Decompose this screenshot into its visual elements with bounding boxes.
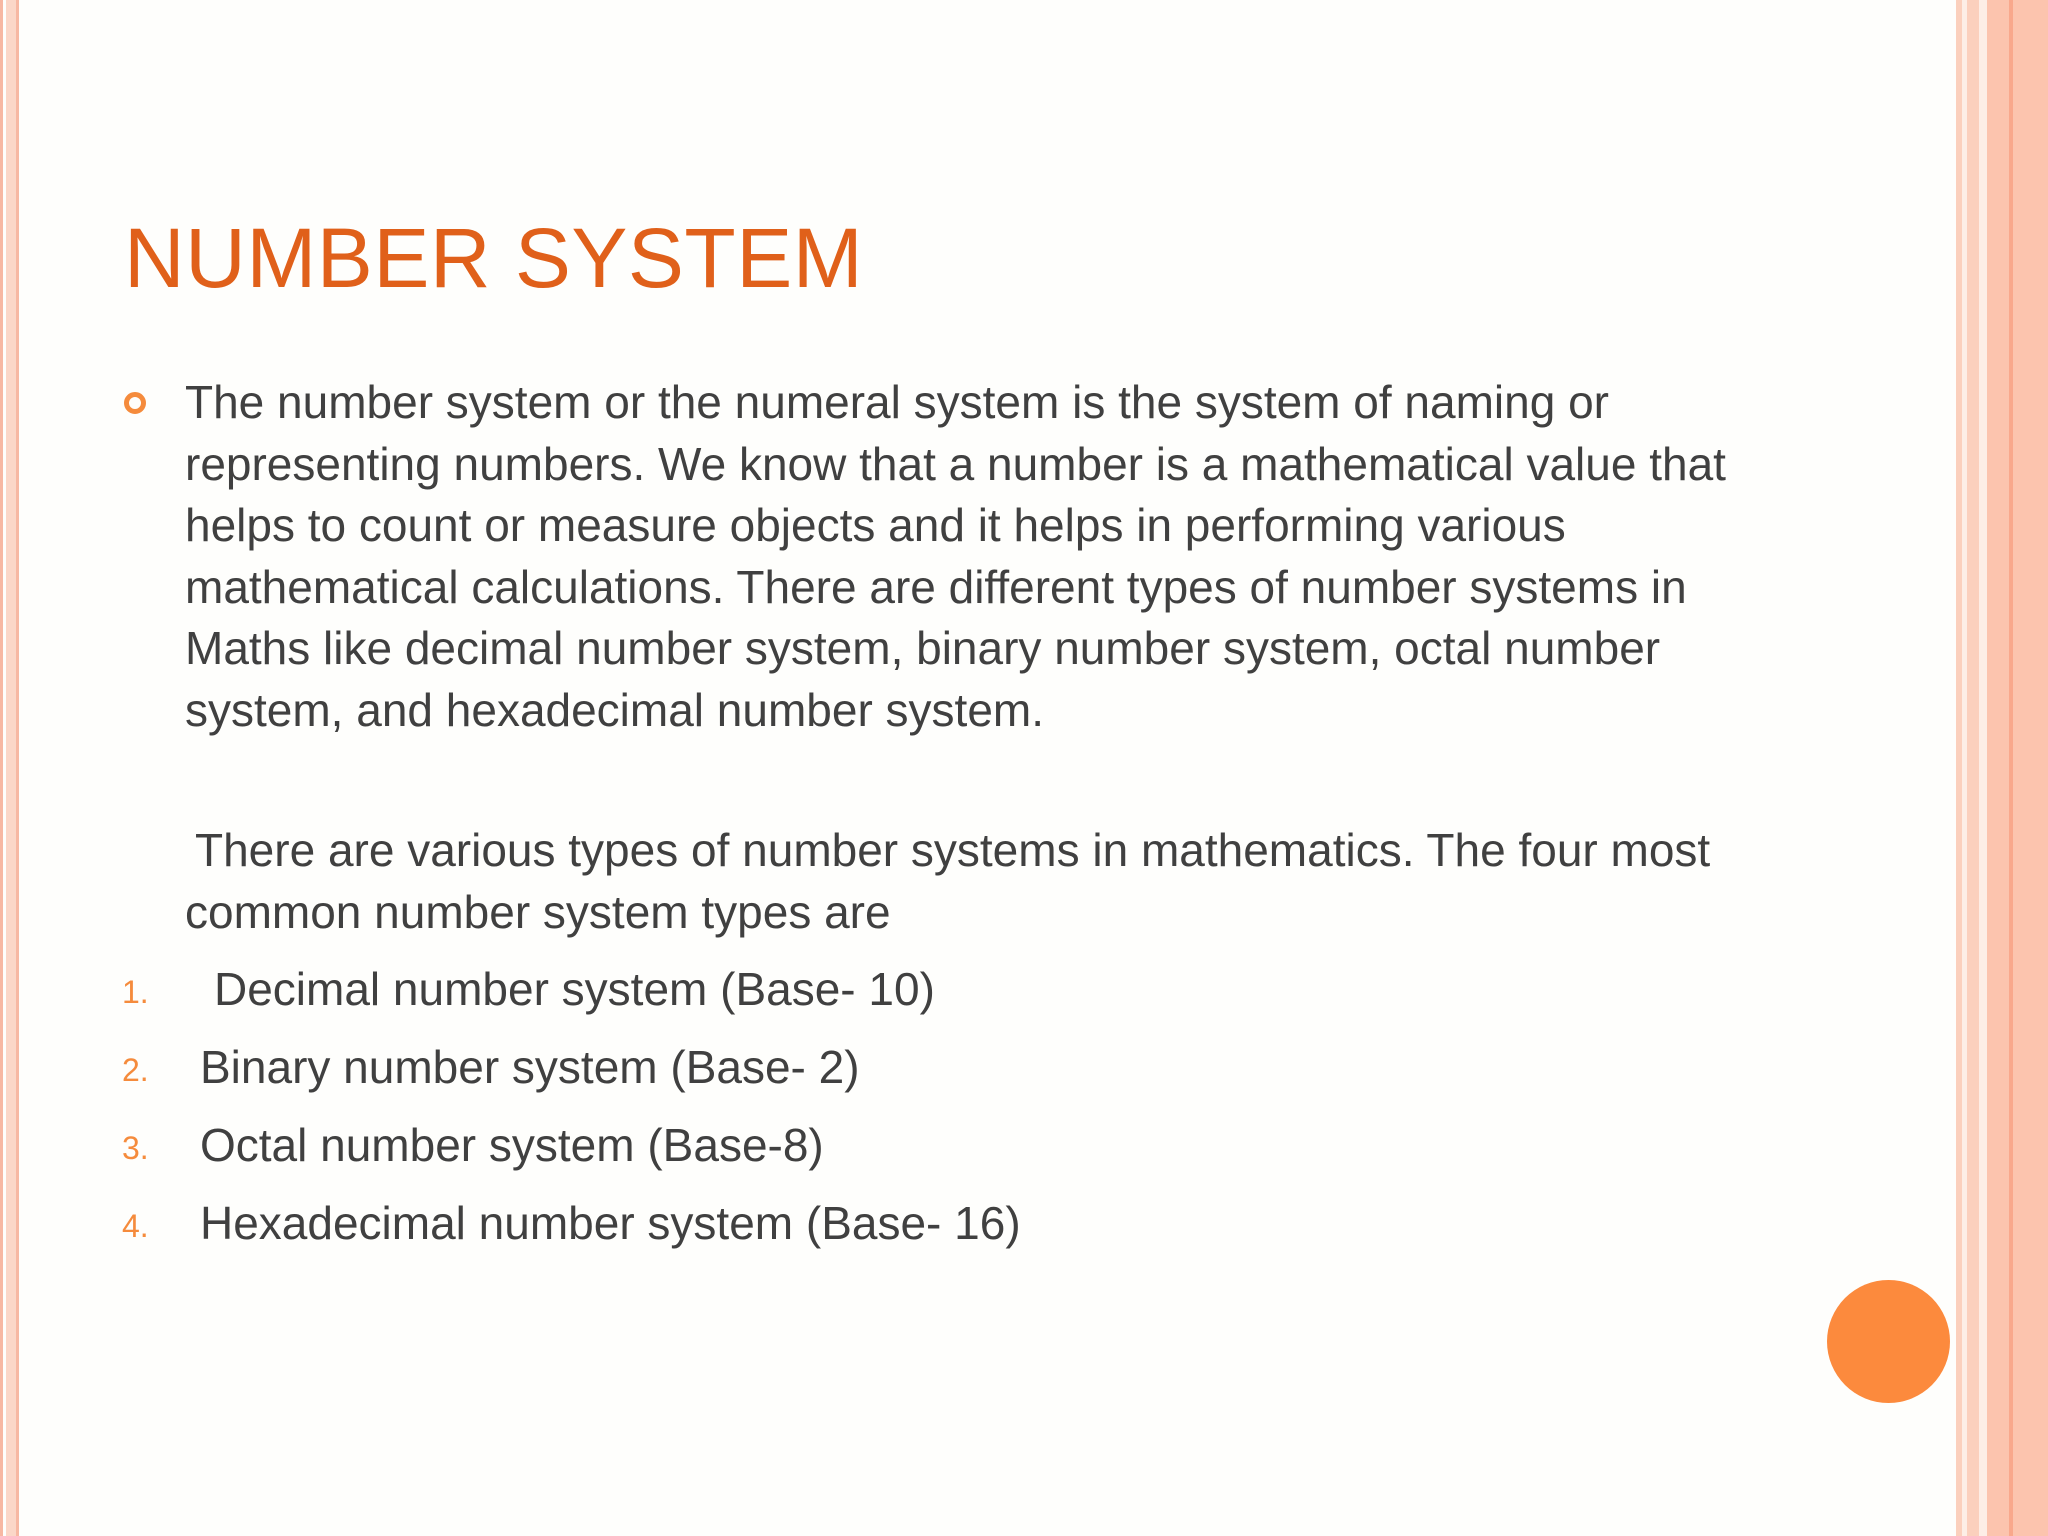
list-item-text: Hexadecimal number system (Base- 16) [200,1197,1021,1249]
list-number: 1. [122,974,149,1010]
list-number: 3. [122,1130,149,1166]
decorative-orange-circle [1827,1280,1950,1403]
bullet-ring-icon [124,392,146,414]
list-item-text: Binary number system (Base- 2) [200,1041,860,1093]
right-border-stripe [1987,0,2009,1536]
list-item [0,1036,1800,1098]
left-border-stripe [0,0,3,1536]
list-number: 4. [122,1208,149,1244]
types-paragraph: There are various types of number systems in mathematics. The four most common number system types are [185,824,1711,938]
list-item [0,1192,1800,1254]
intro-paragraph: The number system or the numeral system is the system of naming or representing numbers. We know that a number is a mathematical value that helps to count or measure objects and it helps in performing various mathematical calculations. There are different types of number systems in Maths like decimal number system, binary number system, octal number system, and hexadecimal number system. [185,376,1726,736]
list-number: 2. [122,1052,149,1088]
right-border-stripe [1967,0,1979,1536]
list-item [0,1114,1800,1176]
list-item-text: Decimal number system (Base- 10) [214,963,935,1015]
left-border-stripe [16,0,19,1536]
right-border-stripe [1979,0,1987,1536]
list-item [0,958,1800,1020]
slide-title: NUMBER SYSTEM [124,211,864,305]
list-item-text: Octal number system (Base-8) [200,1119,824,1171]
right-border-stripe [2013,0,2048,1536]
left-border-stripe [6,0,16,1536]
